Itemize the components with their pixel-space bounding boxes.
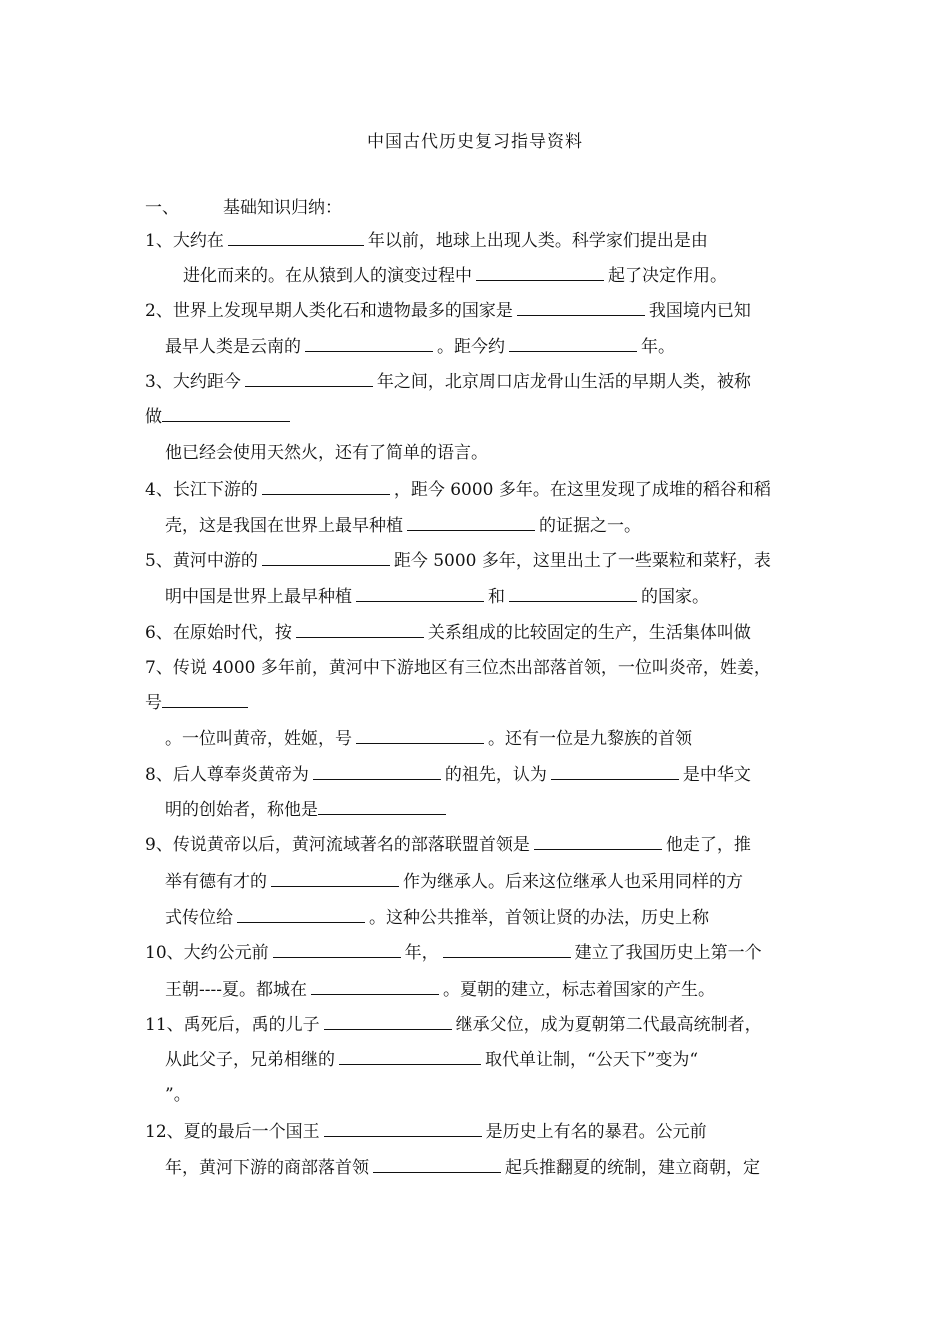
answer-blank[interactable] [318,799,446,815]
question-8-line-1: 8、后人尊奉炎黄帝为 的祖先，认为 是中华文 [145,765,751,785]
answer-blank[interactable] [509,336,637,352]
question-9-line-3: 式传位给 。这种公共推举，首领让贤的办法，历史上称 [165,908,709,928]
question-3-line-2: 做 [145,406,294,428]
answer-blank[interactable] [356,586,484,602]
answer-blank[interactable] [551,764,679,780]
question-4-line-2: 壳，这是我国在世界上最早种植 的证据之一。 [165,516,641,536]
page-title: 中国古代历史复习指导资料 [367,132,583,152]
question-1-line-1: 1、大约在 年以前，地球上出现人类。科学家们提出是由 [145,231,708,251]
question-1-line-2: 进化而来的。在从猿到人的演变过程中 起了决定作用。 [183,266,727,286]
answer-blank[interactable] [262,479,390,495]
answer-blank[interactable] [356,728,484,744]
question-7-line-3: 。一位叫黄帝，姓姬，号 。还有一位是九黎族的首领 [165,729,692,749]
answer-blank[interactable] [228,230,364,246]
answer-blank[interactable] [517,300,645,316]
section-heading [145,197,342,219]
question-5-line-2: 明中国是世界上最早种植 和 的国家。 [165,587,709,607]
answer-blank[interactable] [162,692,248,708]
answer-blank[interactable] [271,871,399,887]
question-4-line-1: 4、长江下游的 ，距今 6000 多年。在这里发现了成堆的稻谷和稻 [145,480,771,500]
answer-blank[interactable] [534,834,662,850]
question-11-line-2: 从此父子，兄弟相继的 取代单让制，“公天下”变为“ [165,1050,699,1070]
answer-blank[interactable] [443,942,571,958]
answer-blank[interactable] [509,586,637,602]
question-8-line-2: 明的创始者，称他是 [165,799,450,821]
answer-blank[interactable] [324,1014,452,1030]
answer-blank[interactable] [237,907,365,923]
answer-blank[interactable] [373,1157,501,1173]
question-5-line-1: 5、黄河中游的 距今 5000 多年，这里出土了一些粟粒和菜籽，表 [145,551,771,571]
question-9-line-1: 9、传说黄帝以后，黄河流域著名的部落联盟首领是 他走了，推 [145,835,751,855]
answer-blank[interactable] [339,1049,481,1065]
question-2-line-2: 最早人类是云南的 。距今约 年。 [165,337,675,357]
answer-blank[interactable] [305,336,433,352]
question-6-line-1: 6、在原始时代，按 关系组成的比较固定的生产，生活集体叫做 [145,623,751,643]
question-9-line-2: 举有德有才的 作为继承人。后来这位继承人也采用同样的方 [165,872,743,892]
question-3-line-1: 3、大约距今 年之间，北京周口店龙骨山生活的早期人类，被称 [145,372,751,392]
question-10-line-1: 10、大约公元前 年， 建立了我国历史上第一个 [145,943,762,963]
answer-blank[interactable] [476,265,604,281]
answer-blank[interactable] [273,942,401,958]
question-12-line-1: 12、夏的最后一个国王 是历史上有名的暴君。公元前 [145,1122,707,1142]
section-number: 一、 [145,198,179,218]
question-10-line-2: 王朝----夏。都城在 。夏朝的建立，标志着国家的产生。 [165,980,715,1000]
answer-blank[interactable] [313,764,441,780]
section-label: 基础知识归纳： [223,198,342,218]
question-2-line-1: 2、世界上发现早期人类化石和遗物最多的国家是 我国境内已知 [145,301,751,321]
answer-blank[interactable] [262,550,390,566]
answer-blank[interactable] [296,622,424,638]
answer-blank[interactable] [162,406,290,422]
question-3-line-3: 他已经会使用天然火，还有了简单的语言。 [165,443,488,463]
question-11-line-3: ”。 [165,1085,191,1105]
answer-blank[interactable] [324,1121,482,1137]
question-11-line-1: 11、禹死后，禹的儿子 继承父位，成为夏朝第二代最高统制者， [145,1015,762,1035]
question-7-line-1: 7、传说 4000 多年前，黄河中下游地区有三位杰出部落首领，一位叫炎帝，姓姜， [145,658,771,678]
answer-blank[interactable] [245,371,373,387]
answer-blank[interactable] [311,979,439,995]
question-7-line-2: 号 [145,692,252,714]
question-12-line-2: 年，黄河下游的商部落首领 起兵推翻夏的统制，建立商朝，定 [165,1158,760,1178]
answer-blank[interactable] [407,515,535,531]
